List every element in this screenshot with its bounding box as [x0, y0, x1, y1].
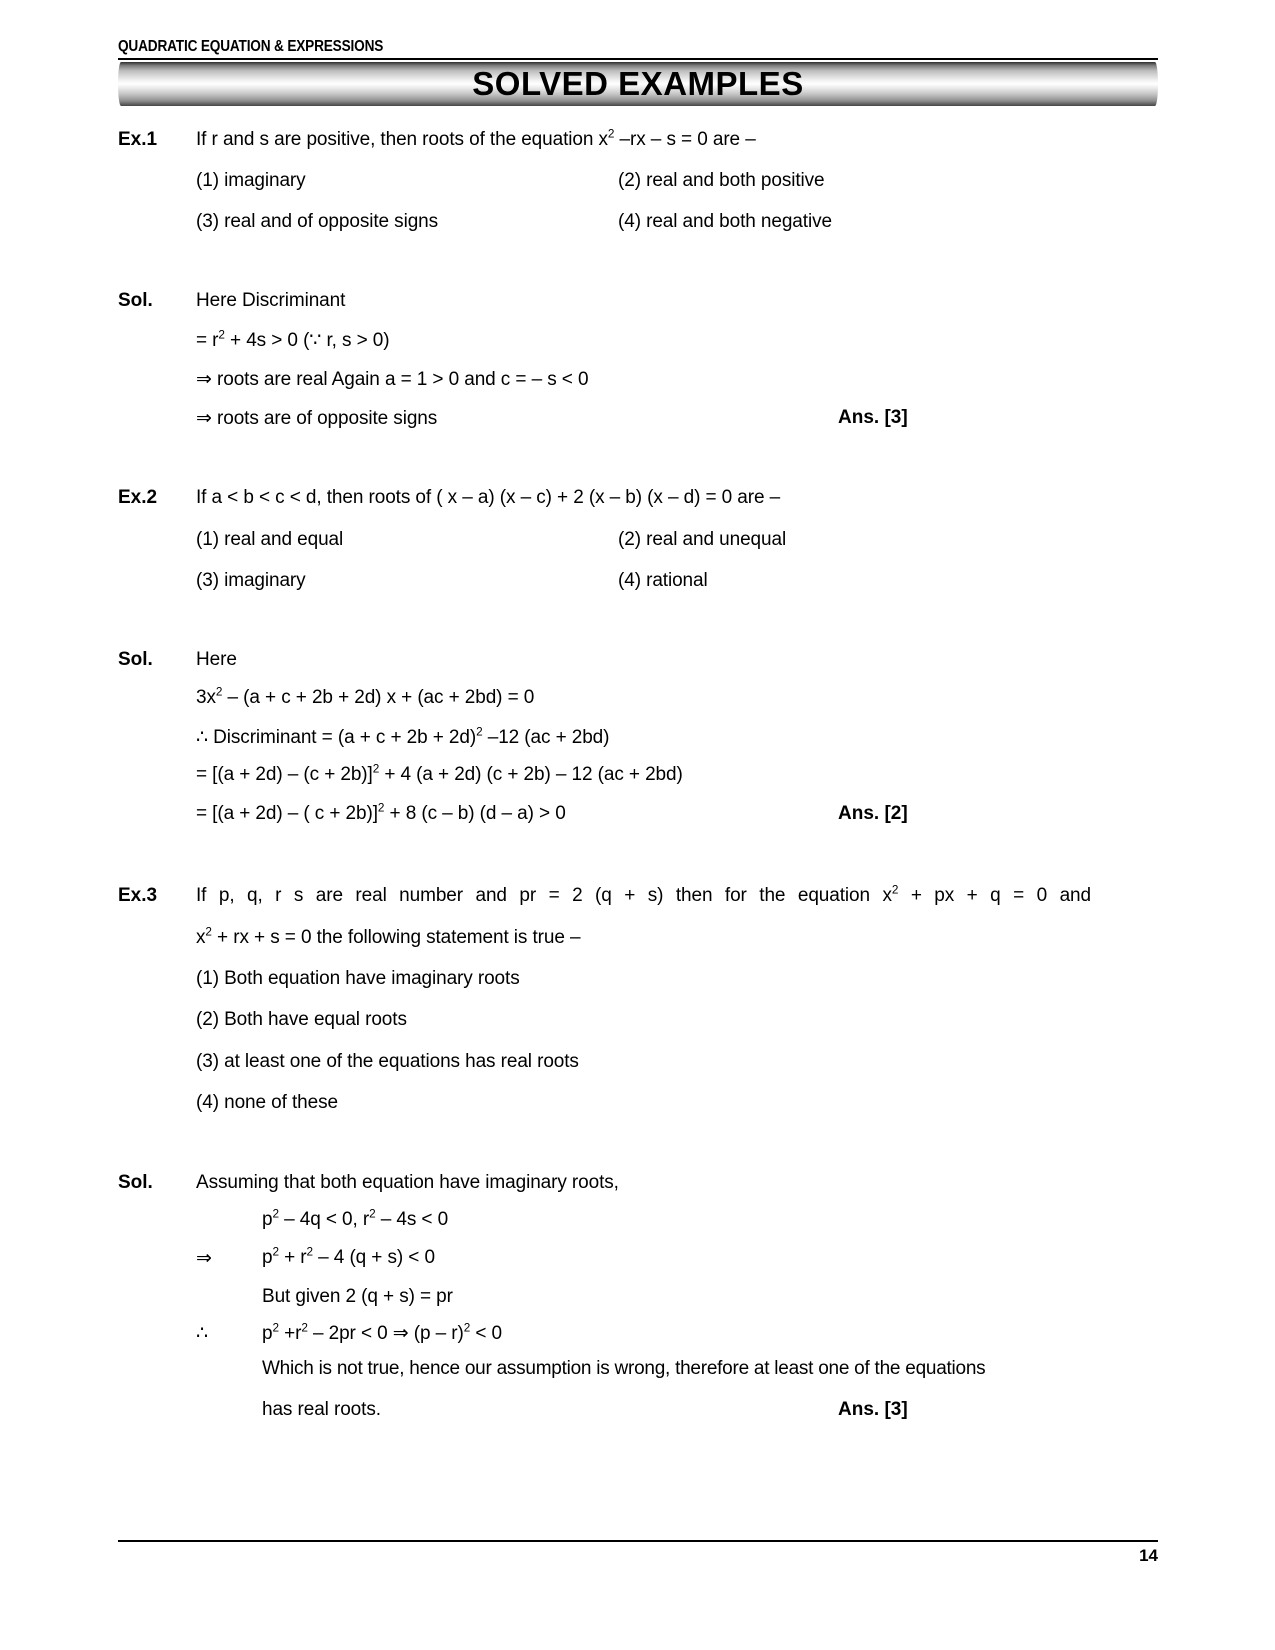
example-1-option-4[interactable]: (4) real and both negative [618, 211, 832, 232]
example-2-solution-line-5: = [(a + 2d) – ( c + 2b)]$^2$ + 8 (c – b) (d – a) > 0 [196, 801, 566, 824]
example-1-solution-line-4: ⇒ roots are of opposite signs [196, 408, 438, 429]
example-2-solution-label: Sol. [118, 649, 153, 670]
example-1-solution-label: Sol. [118, 290, 153, 311]
example-3-solution-label: Sol. [118, 1172, 153, 1193]
example-2-solution-line-1: Here [196, 649, 237, 670]
example-1-question: If r and s are positive, then roots of the equation $x^2$ –rx – s = 0 are – [196, 127, 756, 150]
example-3-option-2[interactable]: (2) Both have equal roots [196, 1009, 407, 1030]
example-3-answer: Ans. [3] [838, 1399, 908, 1420]
example-2-question: If a < b < c < d, then roots of ( x – a) (x – c) + 2 (x – b) (x – d) = 0 are – [196, 487, 781, 508]
example-3-question-line-1: If p, q, r s are real number and pr = 2 (q + s) then for the equation $x^2$ + px + q = 0 and [196, 883, 1091, 906]
example-3-solution-line-1: Assuming that both equation have imaginary roots, [196, 1172, 619, 1193]
header-rule [118, 58, 1158, 60]
example-1-answer: Ans. [3] [838, 407, 908, 428]
example-2-option-3[interactable]: (3) imaginary [196, 570, 306, 591]
example-3-solution-line-2: $p^2 - 4q < 0$, $r^2 - 4s < 0$ [262, 1207, 449, 1230]
example-3-solution-line-7: has real roots. [262, 1399, 381, 1420]
example-3-question-line-2: $x^2$ + rx + s = 0 the following statement is true – [196, 925, 581, 948]
example-1-option-2[interactable]: (2) real and both positive [618, 170, 825, 191]
example-1-solution-line-2: = $r^2 + 4s > 0$ (∵ r, s > 0) [196, 328, 390, 351]
footer-rule [118, 1540, 1158, 1542]
example-1-solution-line-3: ⇒ roots are real Again a = 1 > 0 and c = – s < 0 [196, 369, 589, 390]
example-2-option-1[interactable]: (1) real and equal [196, 529, 344, 550]
example-2-solution-line-2: $3x^2 - (a + c + 2b + 2d) x + (ac + 2bd) = 0$ [196, 685, 535, 708]
example-3-option-3[interactable]: (3) at least one of the equations has real roots [196, 1051, 579, 1072]
example-2-solution-line-3: ∴ Discriminant = $(a + c + 2b + 2d)^2$ –12 (ac + 2bd) [196, 725, 610, 748]
example-3-solution-line-3: $p^2 + r^2 - 4$ (q + s) < 0 [262, 1245, 435, 1268]
example-3-option-1[interactable]: (1) Both equation have imaginary roots [196, 968, 520, 989]
page-number: 14 [1139, 1546, 1158, 1565]
example-3-solution-line-4: But given 2 (q + s) = pr [262, 1286, 453, 1307]
example-3-solution-line-6: Which is not true, hence our assumption is wrong, therefore at least one of the equations [262, 1358, 986, 1379]
example-3-solution-line-5: $p^2 +r^2 - 2pr < 0$ ⇒ (p – r)$^2$ < 0 [262, 1321, 503, 1344]
example-1-solution-line-1: Here Discriminant [196, 290, 346, 311]
example-2-option-4[interactable]: (4) rational [618, 570, 708, 591]
running-head: QUADRATIC EQUATION & EXPRESSIONS [118, 38, 384, 55]
example-2-option-2[interactable]: (2) real and unequal [618, 529, 787, 550]
example-3-option-4[interactable]: (4) none of these [196, 1092, 338, 1113]
example-2-label: Ex.2 [118, 487, 158, 508]
example-2-answer: Ans. [2] [838, 803, 908, 824]
example-1-option-1[interactable]: (1) imaginary [196, 170, 306, 191]
example-2-solution-line-4: = $[(a + 2d) - (c + 2b)]^2 + 4$ (a + 2d) (c + 2b) – 12 (ac + 2bd) [196, 762, 683, 785]
example-1-label: Ex.1 [118, 129, 158, 150]
example-3-label: Ex.3 [118, 885, 158, 906]
example-1-option-3[interactable]: (3) real and of opposite signs [196, 211, 439, 232]
implies-icon-1: ⇒ [196, 1248, 212, 1269]
therefore-icon-1: ∴ [196, 1323, 209, 1344]
page-title: SOLVED EXAMPLES [472, 65, 804, 102]
